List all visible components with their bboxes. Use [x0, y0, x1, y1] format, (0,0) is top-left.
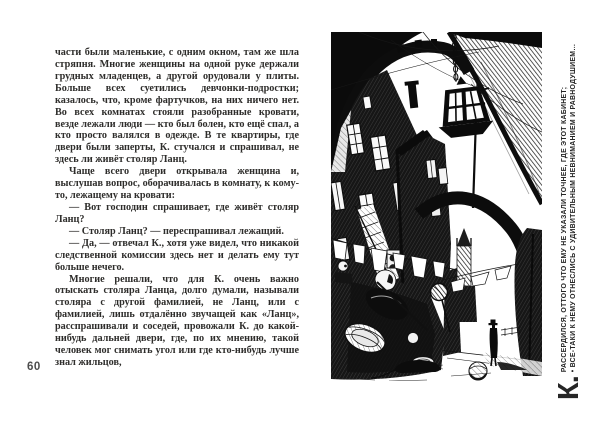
- caption-line-1: РАССЕРДИЛСЯ, ОТТОГО ЧТО ЕМУ НЕ УКАЗАЛИ ТОЧНЕЕ, ГДЕ ЭТОТ КАБИНЕТ;: [561, 86, 568, 373]
- body-text-column: [55, 47, 299, 369]
- page-number: 60: [27, 361, 41, 373]
- paragraph-6: Многие решали, что для К. очень важно отыскать столяра Ланца, долго думали, называли столяра с другой фамилией, не Ланц, или с фамилией, лишь отдалённо звучащей как «Ланц», расспрашивали и соседей, провожали К. до какой-нибудь дальней двери, где, по их мнению, такой человек мог снимать угол или где кто-нибудь лучше знал жильцов,: [55, 273, 299, 368]
- window: [363, 96, 372, 109]
- paragraph-4: — Столяр Ланц? — переспрашивал лежащий.: [69, 225, 284, 237]
- alley-illustration: [331, 32, 542, 381]
- paragraph-5: — Да, — отвечал К., хотя уже видел, что никакой следственной комиссии здесь нет и делать ему тут больше нечего.: [55, 237, 299, 273]
- window: [438, 168, 448, 185]
- caption-dropcap: К.: [553, 376, 585, 400]
- caption-lines: [561, 44, 577, 373]
- caption-line-2: • ВСЕ-ТАКИ К НЕМУ ОТНЕСЛИСЬ С УДИВИТЕЛЬНЫМ НЕВНИМАНИЕМ И РАВНОДУШИЕМ…: [570, 43, 577, 373]
- window: [426, 160, 437, 179]
- paragraph-3: — Вот господин спрашивает, где живёт столяр Ланц?: [55, 201, 299, 225]
- paragraph-1: части были маленькие, с одним окном, там же шла стряпня. Многие женщины на одной руке держали грудных младенцев, а другой орудовали у плиты. Больше всех суетились девчонки-подростки; казалось, что, кроме фартучков, на них ничего нет. Во всех комнатах стояли разобранные кровати, везде лежали люди — кто был болен, кто ещё спал, а кто просто валялся в одежде. В те квартиры, где двери были заперты, К. стучался и спрашивал, не здесь ли живёт столяр Ланц.: [55, 47, 299, 166]
- margin-caption: [552, 28, 586, 400]
- paragraph-2: Чаще всего двери открывала женщина и, выслушав вопрос, оборачивалась в комнату, к кому-то, лежащему на кровати:: [55, 166, 299, 202]
- ball: [469, 362, 487, 380]
